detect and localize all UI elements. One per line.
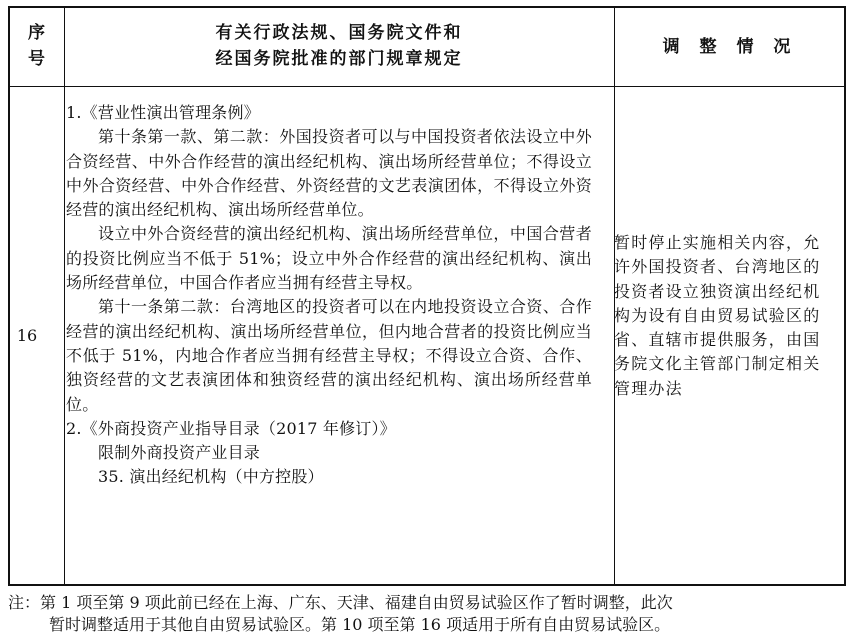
header-laws	[64, 20, 614, 72]
header-serial-number	[10, 20, 64, 72]
header-laws-line-2: 经国务院批准的部门规章规定	[215, 49, 463, 69]
law-title-1: 1.《营业性演出管理条例》	[66, 103, 260, 122]
adjustment-cell: 暂时停止实施相关内容，允许外国投资者、台湾地区的投资者设立独资演出经纪机构为设有自由贸易试验区的省、直辖市提供服务，由国务院文化主管部门制定相关管理办法	[614, 233, 821, 398]
header-serial-number-line-1: 序	[28, 23, 46, 43]
header-laws-line-1: 有关行政法规、国务院文件和	[215, 23, 463, 43]
law-paragraph: 第十一条第二款：台湾地区的投资者可以在内地投资设立合资、合作经营的演出经纪机构、演出场所经营单位，但内地合营者的投资比例应当不低于 51%，内地合作者应当拥有经营主导权；不得设立合资、合作、独资经营的文艺表演团体和独资经营的演出经纪机构、演出场所经营单位。	[66, 297, 592, 414]
header-adjustment: 调 整 情 况	[662, 37, 798, 57]
footnote-line-1: 注：第 1 项至第 9 项此前已经在上海、广东、天津、福建自由贸易试验区作了暂时调整，此次	[8, 593, 673, 612]
header-serial-number-line-2: 号	[28, 49, 46, 69]
law-sub-item: 35. 演出经纪机构（中方控股）	[98, 467, 324, 487]
law-paragraph: 设立中外合资经营的演出经纪机构、演出场所经营单位，中国合营者的投资比例应当不低于 51%；设立中外合作经营的演出经纪机构、演出场所经营单位，中国合作者应当拥有经营主导权。	[66, 224, 592, 293]
column-divider	[64, 8, 65, 584]
header-divider	[10, 86, 844, 87]
footnote-line-2: 暂时调整适用于其他自由贸易试验区。第 10 项至第 16 项适用于所有自由贸易试验区。	[49, 615, 671, 634]
law-paragraph: 第十条第一款、第二款：外国投资者可以与中国投资者依法设立中外合资经营、中外合作经营的演出经纪机构、演出场所经营单位；不得设立中外合资经营、中外合作经营、外资经营的文艺表演团体，不得设立外资经营的演出经纪机构、演出场所经营单位。	[66, 127, 592, 220]
law-sub-item: 限制外商投资产业目录	[98, 443, 261, 463]
laws-cell	[66, 101, 592, 490]
law-title-2: 2.《外商投资产业指导目录（2017 年修订）》	[66, 418, 396, 438]
footnote	[8, 592, 844, 636]
row-number: 16	[16, 326, 38, 345]
